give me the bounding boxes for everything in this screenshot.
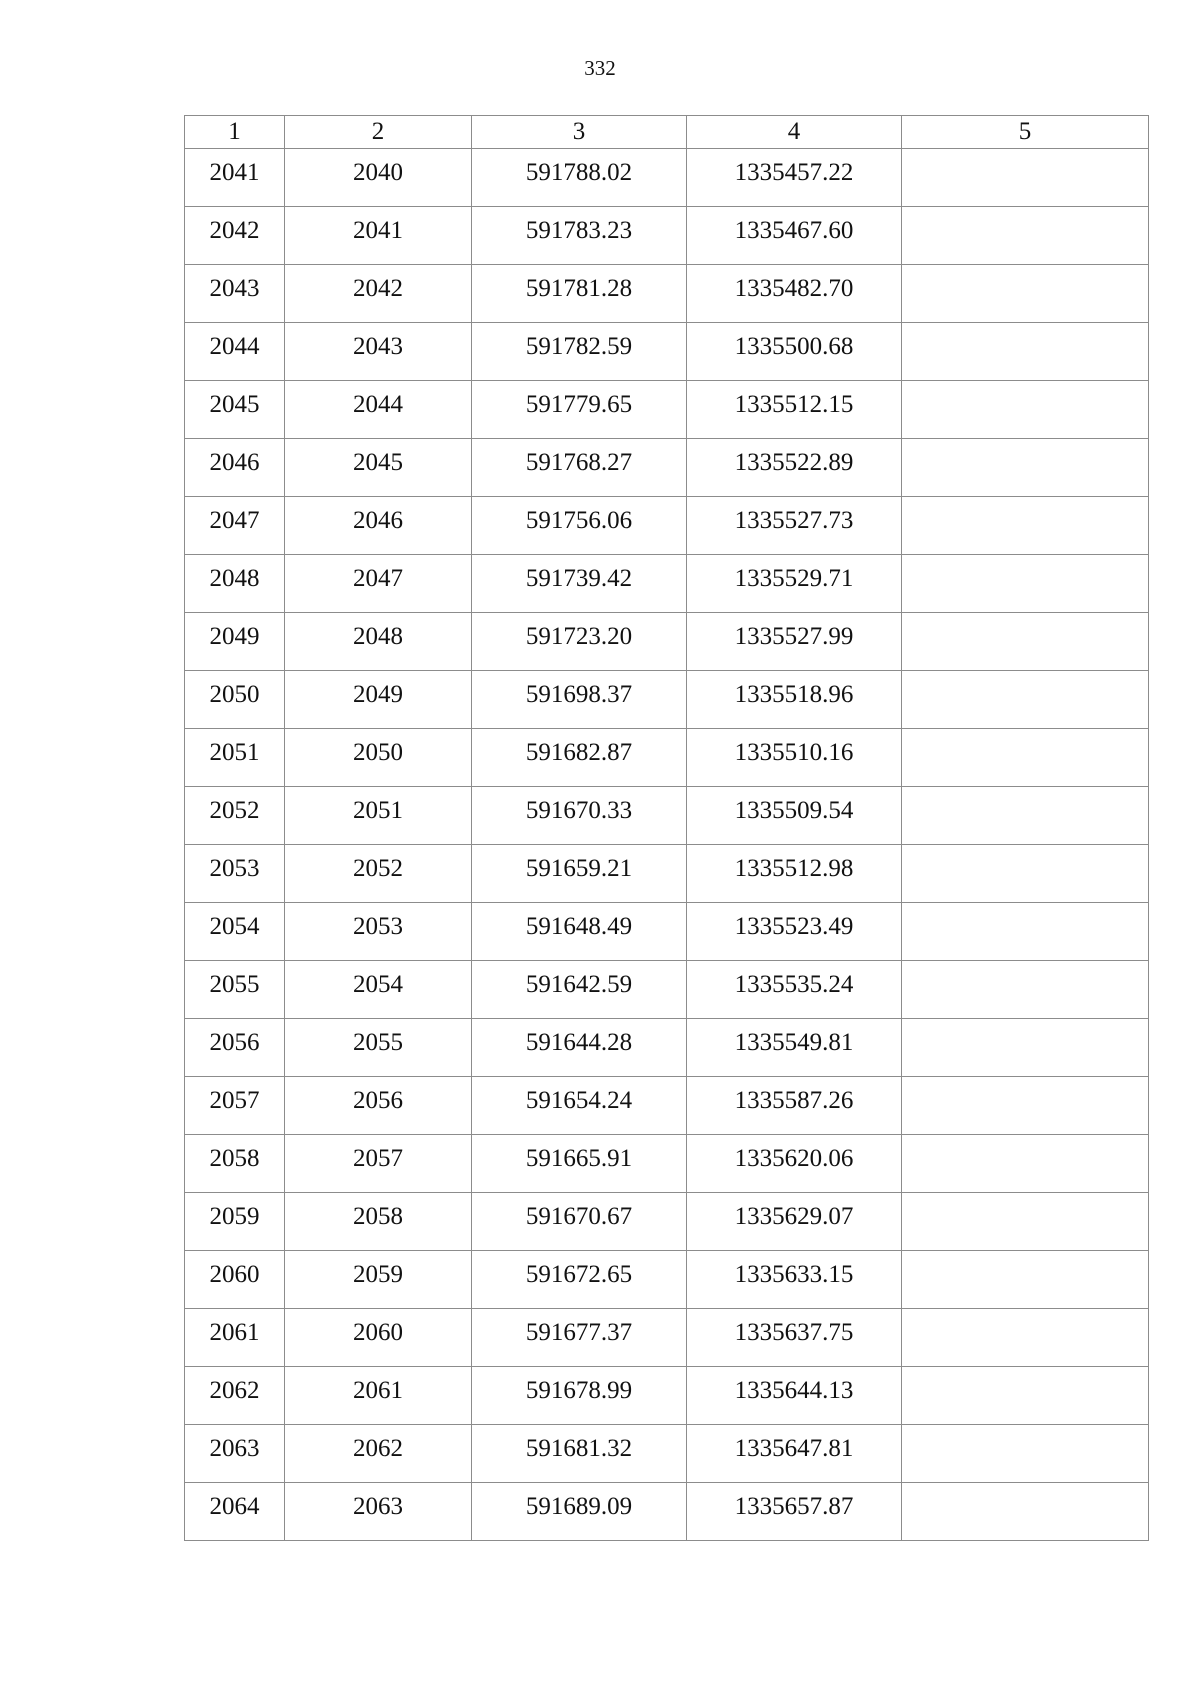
table-row — [185, 1193, 1149, 1251]
point-number-cell — [185, 903, 285, 961]
previous-point-cell — [285, 439, 472, 497]
y-coordinate-cell — [687, 1135, 902, 1193]
point-number-cell — [185, 323, 285, 381]
cell-text: 2057 — [209, 1087, 260, 1114]
note-cell — [902, 1251, 1149, 1309]
previous-point-cell — [285, 555, 472, 613]
note-cell — [902, 961, 1149, 1019]
cell-text: 1335657.87 — [734, 1493, 854, 1520]
previous-point-cell — [285, 787, 472, 845]
cell-text: 591648.49 — [525, 913, 633, 940]
cell-text: 1335644.13 — [734, 1377, 854, 1404]
note-cell — [902, 381, 1149, 439]
cell-text: 1335587.26 — [734, 1087, 854, 1114]
previous-point-cell — [285, 1019, 472, 1077]
cell-text: 591698.37 — [525, 681, 633, 708]
table-row — [185, 787, 1149, 845]
x-coordinate-cell — [472, 323, 687, 381]
note-cell — [902, 1367, 1149, 1425]
cell-text: 2051 — [353, 797, 403, 824]
cell-text: 2058 — [353, 1203, 403, 1230]
cell-text: 2062 — [209, 1377, 260, 1404]
previous-point-cell — [285, 1251, 472, 1309]
previous-point-cell — [285, 265, 472, 323]
cell-text: 591779.65 — [525, 391, 633, 418]
x-coordinate-cell — [472, 961, 687, 1019]
point-number-cell — [185, 1309, 285, 1367]
previous-point-cell — [285, 1077, 472, 1135]
cell-text: 2061 — [353, 1377, 403, 1404]
previous-point-cell — [285, 671, 472, 729]
table-row — [185, 1135, 1149, 1193]
note-cell — [902, 207, 1149, 265]
y-coordinate-cell — [687, 381, 902, 439]
y-coordinate-cell — [687, 1251, 902, 1309]
cell-text: 1335457.22 — [734, 159, 854, 186]
point-number-cell — [185, 555, 285, 613]
cell-text: 591739.42 — [525, 565, 633, 592]
cell-text: 591682.87 — [525, 739, 633, 766]
x-coordinate-cell — [472, 1425, 687, 1483]
table-row — [185, 1483, 1149, 1541]
column-header-3: 3 — [472, 116, 687, 149]
cell-text: 1335527.73 — [734, 507, 854, 534]
y-coordinate-cell — [687, 207, 902, 265]
cell-text: 2049 — [209, 623, 260, 650]
cell-text: 2043 — [353, 333, 403, 360]
cell-text: 2058 — [209, 1145, 260, 1172]
previous-point-cell — [285, 903, 472, 961]
cell-text: 2048 — [353, 623, 403, 650]
y-coordinate-cell — [687, 787, 902, 845]
y-coordinate-cell — [687, 845, 902, 903]
y-coordinate-cell — [687, 1483, 902, 1541]
coordinates-table — [184, 115, 1149, 1541]
x-coordinate-cell — [472, 265, 687, 323]
note-cell — [902, 1309, 1149, 1367]
previous-point-cell — [285, 149, 472, 207]
note-cell — [902, 497, 1149, 555]
point-number-cell — [185, 787, 285, 845]
table-row — [185, 1425, 1149, 1483]
cell-text: 1335527.99 — [734, 623, 854, 650]
cell-text: 2062 — [353, 1435, 403, 1462]
point-number-cell — [185, 497, 285, 555]
table-row — [185, 1077, 1149, 1135]
cell-text: 591723.20 — [525, 623, 633, 650]
cell-text: 2064 — [209, 1493, 260, 1520]
y-coordinate-cell — [687, 323, 902, 381]
cell-text: 2060 — [209, 1261, 260, 1288]
cell-text: 591665.91 — [525, 1145, 633, 1172]
cell-text: 591678.99 — [525, 1377, 633, 1404]
cell-text: 2056 — [209, 1029, 260, 1056]
note-cell — [902, 787, 1149, 845]
note-cell — [902, 729, 1149, 787]
x-coordinate-cell — [472, 787, 687, 845]
note-cell — [902, 439, 1149, 497]
cell-text: 2045 — [209, 391, 260, 418]
table-row — [185, 555, 1149, 613]
y-coordinate-cell — [687, 1193, 902, 1251]
cell-text: 2043 — [209, 275, 260, 302]
x-coordinate-cell — [472, 613, 687, 671]
cell-text: 1335518.96 — [734, 681, 854, 708]
cell-text: 2048 — [209, 565, 260, 592]
point-number-cell — [185, 265, 285, 323]
cell-text: 2063 — [209, 1435, 260, 1462]
previous-point-cell — [285, 497, 472, 555]
cell-text: 591781.28 — [525, 275, 633, 302]
note-cell — [902, 613, 1149, 671]
cell-text: 2047 — [209, 507, 260, 534]
cell-text: 2053 — [353, 913, 403, 940]
cell-text: 2049 — [353, 681, 403, 708]
table-row — [185, 1309, 1149, 1367]
cell-text: 2060 — [353, 1319, 403, 1346]
table-row — [185, 1251, 1149, 1309]
y-coordinate-cell — [687, 613, 902, 671]
point-number-cell — [185, 1251, 285, 1309]
column-header-2: 2 — [285, 116, 472, 149]
cell-text: 2042 — [209, 217, 260, 244]
previous-point-cell — [285, 207, 472, 265]
x-coordinate-cell — [472, 903, 687, 961]
x-coordinate-cell — [472, 729, 687, 787]
cell-text: 2054 — [209, 913, 260, 940]
cell-text: 1335512.15 — [734, 391, 854, 418]
cell-text: 2050 — [353, 739, 403, 766]
previous-point-cell — [285, 1483, 472, 1541]
table-row — [185, 323, 1149, 381]
point-number-cell — [185, 729, 285, 787]
cell-text: 1335629.07 — [734, 1203, 854, 1230]
table-row — [185, 381, 1149, 439]
cell-text: 591677.37 — [525, 1319, 633, 1346]
x-coordinate-cell — [472, 1193, 687, 1251]
column-header-5: 5 — [902, 116, 1149, 149]
previous-point-cell — [285, 613, 472, 671]
point-number-cell — [185, 845, 285, 903]
table-row — [185, 1367, 1149, 1425]
x-coordinate-cell — [472, 1019, 687, 1077]
y-coordinate-cell — [687, 555, 902, 613]
y-coordinate-cell — [687, 149, 902, 207]
y-coordinate-cell — [687, 1367, 902, 1425]
cell-text: 591788.02 — [525, 159, 633, 186]
cell-text: 2055 — [353, 1029, 403, 1056]
table-row — [185, 671, 1149, 729]
cell-text: 591642.59 — [525, 971, 633, 998]
cell-text: 2047 — [353, 565, 403, 592]
table-row — [185, 961, 1149, 1019]
cell-text: 2051 — [209, 739, 260, 766]
cell-text: 2041 — [209, 159, 260, 186]
previous-point-cell — [285, 381, 472, 439]
note-cell — [902, 1425, 1149, 1483]
cell-text: 591689.09 — [525, 1493, 633, 1520]
y-coordinate-cell — [687, 903, 902, 961]
cell-text: 1335549.81 — [734, 1029, 854, 1056]
cell-text: 591670.67 — [525, 1203, 633, 1230]
cell-text: 2057 — [353, 1145, 403, 1172]
cell-text: 2054 — [353, 971, 403, 998]
note-cell — [902, 671, 1149, 729]
previous-point-cell — [285, 729, 472, 787]
table-row — [185, 1019, 1149, 1077]
point-number-cell — [185, 613, 285, 671]
note-cell — [902, 1483, 1149, 1541]
cell-text: 2041 — [353, 217, 403, 244]
previous-point-cell — [285, 323, 472, 381]
cell-text: 591681.32 — [525, 1435, 633, 1462]
cell-text: 2059 — [353, 1261, 403, 1288]
point-number-cell — [185, 439, 285, 497]
point-number-cell — [185, 961, 285, 1019]
cell-text: 2056 — [353, 1087, 403, 1114]
cell-text: 2046 — [209, 449, 260, 476]
cell-text: 2044 — [209, 333, 260, 360]
page-number: 332 — [584, 56, 616, 80]
table-row — [185, 613, 1149, 671]
y-coordinate-cell — [687, 1019, 902, 1077]
note-cell — [902, 323, 1149, 381]
previous-point-cell — [285, 1367, 472, 1425]
table-body — [185, 149, 1149, 1541]
x-coordinate-cell — [472, 149, 687, 207]
cell-text: 2045 — [353, 449, 403, 476]
note-cell — [902, 1193, 1149, 1251]
table-row — [185, 149, 1149, 207]
cell-text: 1335633.15 — [734, 1261, 854, 1288]
cell-text: 1335467.60 — [734, 217, 854, 244]
table-row — [185, 845, 1149, 903]
y-coordinate-cell — [687, 1425, 902, 1483]
cell-text: 1335620.06 — [734, 1145, 854, 1172]
x-coordinate-cell — [472, 1309, 687, 1367]
cell-text: 2052 — [353, 855, 403, 882]
point-number-cell — [185, 1019, 285, 1077]
cell-text: 2059 — [209, 1203, 260, 1230]
x-coordinate-cell — [472, 671, 687, 729]
cell-text: 591783.23 — [525, 217, 633, 244]
y-coordinate-cell — [687, 961, 902, 1019]
cell-text: 591756.06 — [525, 507, 633, 534]
y-coordinate-cell — [687, 729, 902, 787]
point-number-cell — [185, 1425, 285, 1483]
x-coordinate-cell — [472, 1251, 687, 1309]
cell-text: 1335500.68 — [734, 333, 854, 360]
cell-text: 1335647.81 — [734, 1435, 854, 1462]
cell-text: 2040 — [353, 159, 403, 186]
cell-text: 2050 — [209, 681, 260, 708]
x-coordinate-cell — [472, 1483, 687, 1541]
cell-text: 1335509.54 — [734, 797, 854, 824]
cell-text: 2046 — [353, 507, 403, 534]
cell-text: 591768.27 — [525, 449, 633, 476]
cell-text: 2042 — [353, 275, 403, 302]
previous-point-cell — [285, 1425, 472, 1483]
cell-text: 1335522.89 — [734, 449, 854, 476]
cell-text: 591670.33 — [525, 797, 633, 824]
previous-point-cell — [285, 961, 472, 1019]
previous-point-cell — [285, 1309, 472, 1367]
point-number-cell — [185, 1135, 285, 1193]
table-row — [185, 729, 1149, 787]
cell-text: 2052 — [209, 797, 260, 824]
point-number-cell — [185, 1077, 285, 1135]
point-number-cell — [185, 1483, 285, 1541]
y-coordinate-cell — [687, 1077, 902, 1135]
cell-text: 1335529.71 — [734, 565, 854, 592]
previous-point-cell — [285, 1193, 472, 1251]
point-number-cell — [185, 381, 285, 439]
point-number-cell — [185, 149, 285, 207]
cell-text: 2055 — [209, 971, 260, 998]
cell-text: 2053 — [209, 855, 260, 882]
cell-text: 591644.28 — [525, 1029, 633, 1056]
cell-text: 1335482.70 — [734, 275, 854, 302]
note-cell — [902, 265, 1149, 323]
cell-text: 2063 — [353, 1493, 403, 1520]
point-number-cell — [185, 207, 285, 265]
note-cell — [902, 1019, 1149, 1077]
x-coordinate-cell — [472, 207, 687, 265]
previous-point-cell — [285, 845, 472, 903]
point-number-cell — [185, 1367, 285, 1425]
x-coordinate-cell — [472, 1135, 687, 1193]
cell-text: 591654.24 — [525, 1087, 633, 1114]
x-coordinate-cell — [472, 1367, 687, 1425]
note-cell — [902, 149, 1149, 207]
x-coordinate-cell — [472, 381, 687, 439]
table-row — [185, 439, 1149, 497]
note-cell — [902, 903, 1149, 961]
note-cell — [902, 1077, 1149, 1135]
x-coordinate-cell — [472, 497, 687, 555]
cell-text: 2061 — [209, 1319, 260, 1346]
table-row — [185, 903, 1149, 961]
table-row — [185, 497, 1149, 555]
point-number-cell — [185, 671, 285, 729]
x-coordinate-cell — [472, 439, 687, 497]
note-cell — [902, 845, 1149, 903]
previous-point-cell — [285, 1135, 472, 1193]
table-row — [185, 207, 1149, 265]
cell-text: 1335523.49 — [734, 913, 854, 940]
cell-text: 1335637.75 — [734, 1319, 854, 1346]
y-coordinate-cell — [687, 671, 902, 729]
x-coordinate-cell — [472, 1077, 687, 1135]
point-number-cell — [185, 1193, 285, 1251]
x-coordinate-cell — [472, 555, 687, 613]
y-coordinate-cell — [687, 439, 902, 497]
y-coordinate-cell — [687, 497, 902, 555]
y-coordinate-cell — [687, 1309, 902, 1367]
cell-text: 1335512.98 — [734, 855, 854, 882]
cell-text: 2044 — [353, 391, 403, 418]
table-row — [185, 265, 1149, 323]
y-coordinate-cell — [687, 265, 902, 323]
column-header-1: 1 — [185, 116, 285, 149]
cell-text: 1335535.24 — [734, 971, 854, 998]
note-cell — [902, 1135, 1149, 1193]
cell-text: 591659.21 — [525, 855, 633, 882]
cell-text: 1335510.16 — [734, 739, 854, 766]
cell-text: 591782.59 — [525, 333, 633, 360]
x-coordinate-cell — [472, 845, 687, 903]
note-cell — [902, 555, 1149, 613]
column-header-4: 4 — [687, 116, 902, 149]
cell-text: 591672.65 — [525, 1261, 633, 1288]
